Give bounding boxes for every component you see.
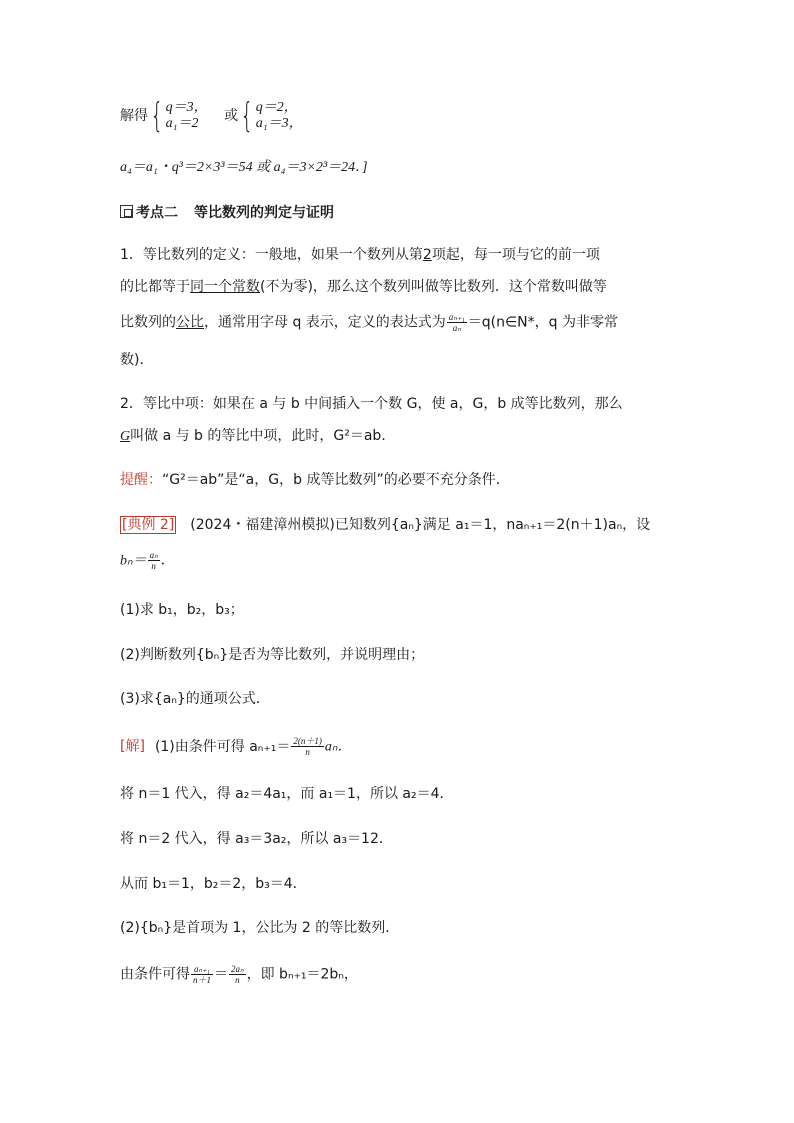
section-header <box>120 203 334 223</box>
ratio-fraction: $\frac{\text{aₙ₊₁}}{\text{aₙ}}$ <box>448 312 465 333</box>
left-brace: { <box>150 96 164 136</box>
same-constant: 同一个常数 <box>190 279 260 295</box>
example-label: [典例 2] <box>122 517 175 533</box>
mean-line-1: 2．等比中项：如果在 a 与 b 中间插入一个数 G，使 a，G，b 成等比数列，那么 <box>120 396 623 412</box>
section-icon <box>120 205 133 218</box>
question-3: (3)求{aₙ}的通项公式． <box>120 691 270 707</box>
solution-line-2: 将 n＝1 代入，得 a₂＝4a₁，而 a₁＝1，所以 a₂＝4． <box>120 786 454 802</box>
solution-line-1: [解] (1)由条件可得 aₙ₊₁＝ $\frac{2(n+1)}{n}$ aₙ． <box>120 736 352 757</box>
tip-line <box>120 470 510 490</box>
example-line-2: bₙ＝ $\frac{\text{aₙ}}{n}$ ． <box>120 550 175 571</box>
solution-label: [解] <box>120 738 145 755</box>
left-brace-2: { <box>240 96 254 136</box>
bn-fraction: $\frac{\text{aₙ}}{n}$ <box>149 550 158 571</box>
system-one: q＝3， a₁＝2 <box>165 100 208 131</box>
tip-label: 提醒： <box>120 472 162 488</box>
ratio-fraction-a: $\frac{\text{aₙ₊₁}}{n+1}$ <box>193 964 212 985</box>
solution-line-5: (2){bₙ}是首项为 1，公比为 2 的等比数列． <box>120 920 400 936</box>
definition-line-2: 的比都等于同一个常数(不为零)，那么这个数列叫做等比数列．这个常数叫做等 <box>120 279 607 295</box>
ratio-fraction-b: $\frac{\text{2aₙ}}{n}$ <box>231 964 244 985</box>
example-line-1: [典例 2] (2024・福建漳州模拟)已知数列{aₙ}满足 a₁＝1，naₙ₊₁＝2(n＋1)aₙ，设 <box>122 517 651 533</box>
tip-text: “G²＝ab”是“a，G，b 成等比数列”的必要不充分条件． <box>162 472 510 488</box>
recurrence-fraction: $\frac{2(n+1)}{n}$ <box>293 736 322 757</box>
mean-line-2: G叫做 a 与 b 的等比中项，此时，G²＝ab． <box>120 428 396 444</box>
section-label: 考点二 <box>136 205 178 221</box>
solution-line-3: 将 n＝2 代入，得 a₃＝3a₂，所以 a₃＝12． <box>120 831 393 847</box>
solve-prefix: 解得 <box>120 108 148 124</box>
solution-line-6: 由条件可得 $\frac{\text{aₙ₊₁}}{n+1}$ ＝ $\frac{\text{2aₙ}}{n}$ ，即 bₙ₊₁＝2bₙ， <box>120 964 358 985</box>
definition-line-4: 数)． <box>120 352 154 368</box>
solution-system-line <box>120 96 303 136</box>
common-ratio: 公比 <box>176 314 204 331</box>
system-two: q＝2， a₁＝3， <box>255 100 303 131</box>
item-number: 2 <box>422 247 432 263</box>
definition-line-1: 1．等比数列的定义：一般地，如果一个数列从第2项起，每一项与它的前一项 <box>120 247 600 263</box>
definition-line-3: 比数列的公比，通常用字母 q 表示，定义的表达式为 $\frac{\text{aₙ₊₁}}{\text{aₙ}}$ ＝q(n∈N*，q 为非零常 <box>120 312 618 333</box>
solution-line-4: 从而 b₁＝1，b₂＝2，b₃＝4． <box>120 876 307 892</box>
a4-result-line: a₄＝a₁・q³＝2×3³＝54 或 a₄＝3×2³＝24．] <box>120 160 368 175</box>
section-title: 等比数列的判定与证明 <box>194 205 334 221</box>
or-word: 或 <box>224 108 239 124</box>
g-symbol: G <box>120 429 131 444</box>
question-2: (2)判断数列{bₙ}是否为等比数列，并说明理由； <box>120 647 425 663</box>
question-1: (1)求 b₁，b₂，b₃； <box>120 602 244 618</box>
